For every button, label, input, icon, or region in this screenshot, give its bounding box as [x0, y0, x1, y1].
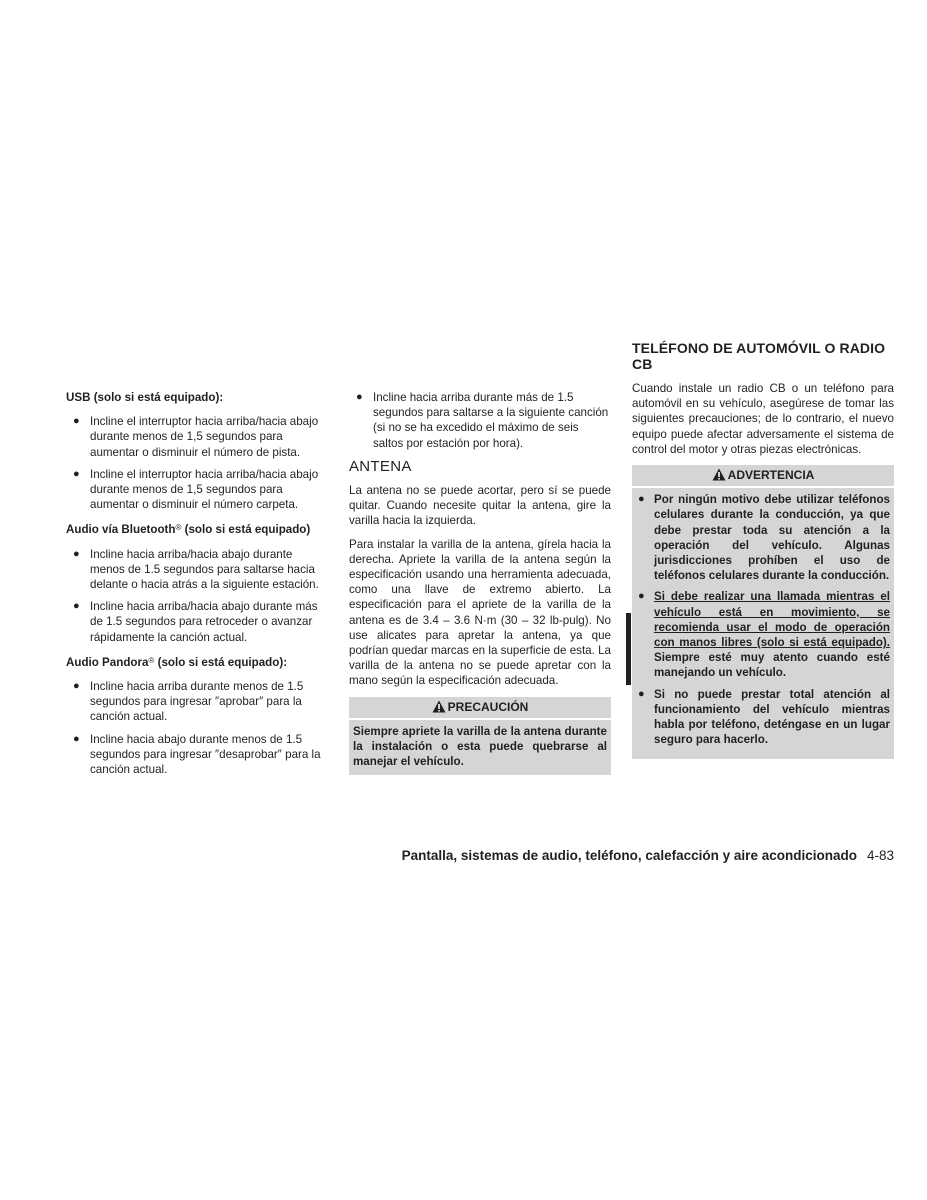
pandora-list — [66, 679, 328, 777]
list-item: ● Incline hacia arriba durante más de 1.5 segundos para saltarse a la siguiente canción (si no se ha excedido el máximo de seis saltos por estación por hora). — [356, 391, 609, 450]
footer-section-title: Pantalla, sistemas de audio, teléfono, calefacción y aire acondicionado — [401, 848, 857, 863]
bullet-icon: ● — [638, 687, 645, 700]
list-item: ● Si no puede prestar total atención al funcionamiento del vehículo mientras habla por teléfono, deténgase en un lugar seguro para hacerlo. — [638, 687, 890, 747]
pandora-heading: Audio Pandora® (solo si está equipado): — [66, 655, 288, 669]
list-item: ● Incline hacia arriba durante menos de 1.5 segundos para ingresar ″aprobar″ para la canción actual. — [73, 680, 304, 724]
warning-triangle-icon — [712, 468, 726, 481]
usb-heading: USB (solo si está equipado): — [66, 391, 224, 404]
antena-paragraph-1: La antena no se puede acortar, pero sí se puede quitar. Cuando necesite quitar la antena, gire la varilla hacia la izquierda. — [349, 484, 611, 528]
bluetooth-list — [66, 547, 328, 645]
list-item: ● Por ningún motivo debe utilizar teléfonos celulares durante la conducción, ya que debe prestar toda su atención a la operación del vehículo. Algunas jurisdicciones prohíben el uso de teléfonos celulares durante la conducción. — [638, 493, 890, 583]
usb-list — [66, 414, 328, 512]
page-footer — [300, 848, 894, 863]
bullet-icon: ● — [73, 415, 80, 428]
bullet-icon: ● — [638, 493, 645, 506]
column-left — [66, 390, 328, 785]
skip-list — [349, 390, 611, 451]
list-item: ● Incline hacia abajo durante menos de 1.5 segundos para ingresar ″desaprobar″ para la canción actual. — [73, 732, 321, 777]
list-item: ● Si debe realizar una llamada mientras el vehículo está en movimiento, se recomienda usar el modo de operación con manos libres (solo si está equipado). Siempre esté muy atento cuando esté manejando un vehículo. — [638, 590, 890, 680]
page-number: 4-83 — [866, 848, 894, 863]
caution-text: Siempre apriete la varilla de la antena durante la instalación o esta puede quebrarse al manejar el vehículo. — [353, 724, 607, 769]
list-item: ● Incline hacia arriba/hacia abajo durante menos de 1.5 segundos para saltarse hacia delante o hacia atrás a la siguiente estación. — [73, 547, 319, 592]
antena-paragraph-2: Para instalar la varilla de la antena, gírela hacia la derecha. Apriete la varilla de la antena según la especificación usando una herramienta adecuada, como una llave de extremo abierto. La especificación para el apriete de la varilla de la antena es de 3.4 – 3.6 N·m (30 – 32 lb-pulg). No use alicates para apretar la antena, ya que podrían quedar marcas en la superficie de esta. La varilla de la antena no se puede apretar con la mano según la especificación adecuada. — [349, 537, 611, 688]
bullet-icon: ● — [73, 732, 80, 745]
warning-box — [632, 465, 894, 759]
warning-header: ADVERTENCIA — [632, 465, 894, 488]
bluetooth-heading: Audio vía Bluetooth® (solo si está equipado) — [66, 523, 311, 537]
warning-triangle-icon — [432, 700, 446, 713]
revision-bar — [626, 613, 631, 685]
phone-intro: Cuando instale un radio CB o un teléfono para automóvil en su vehículo, asegúrese de tomar las siguientes precauciones; de lo contrario, el nuevo equipo puede afectar adversamente el sistema de control del motor y otras piezas electrónicas. — [632, 382, 894, 456]
bullet-icon: ● — [638, 590, 645, 603]
phone-section-title: TELÉFONO DE AUTOMÓVIL O RADIO CB — [632, 340, 886, 372]
list-item: ● Incline hacia arriba/hacia abajo durante más de 1.5 segundos para retroceder o avanzar rápidamente la canción actual. — [73, 600, 318, 644]
bullet-icon: ● — [73, 680, 80, 693]
column-middle — [349, 390, 611, 775]
warning-list — [632, 488, 894, 759]
list-item: ● Incline el interruptor hacia arriba/hacia abajo durante menos de 1,5 segundos para aumentar o disminuir el número carpeta. — [73, 467, 319, 512]
bullet-icon: ● — [73, 600, 80, 613]
antena-title: ANTENA — [349, 457, 412, 475]
caution-header: PRECAUCIÓN — [349, 697, 611, 720]
column-right — [632, 340, 894, 759]
list-item: ● Incline el interruptor hacia arriba/hacia abajo durante menos de 1,5 segundos para aumentar o disminuir el número de pista. — [73, 415, 319, 459]
bullet-icon: ● — [73, 467, 80, 480]
bullet-icon: ● — [73, 547, 80, 560]
bullet-icon: ● — [356, 391, 363, 403]
caution-box — [349, 697, 611, 776]
